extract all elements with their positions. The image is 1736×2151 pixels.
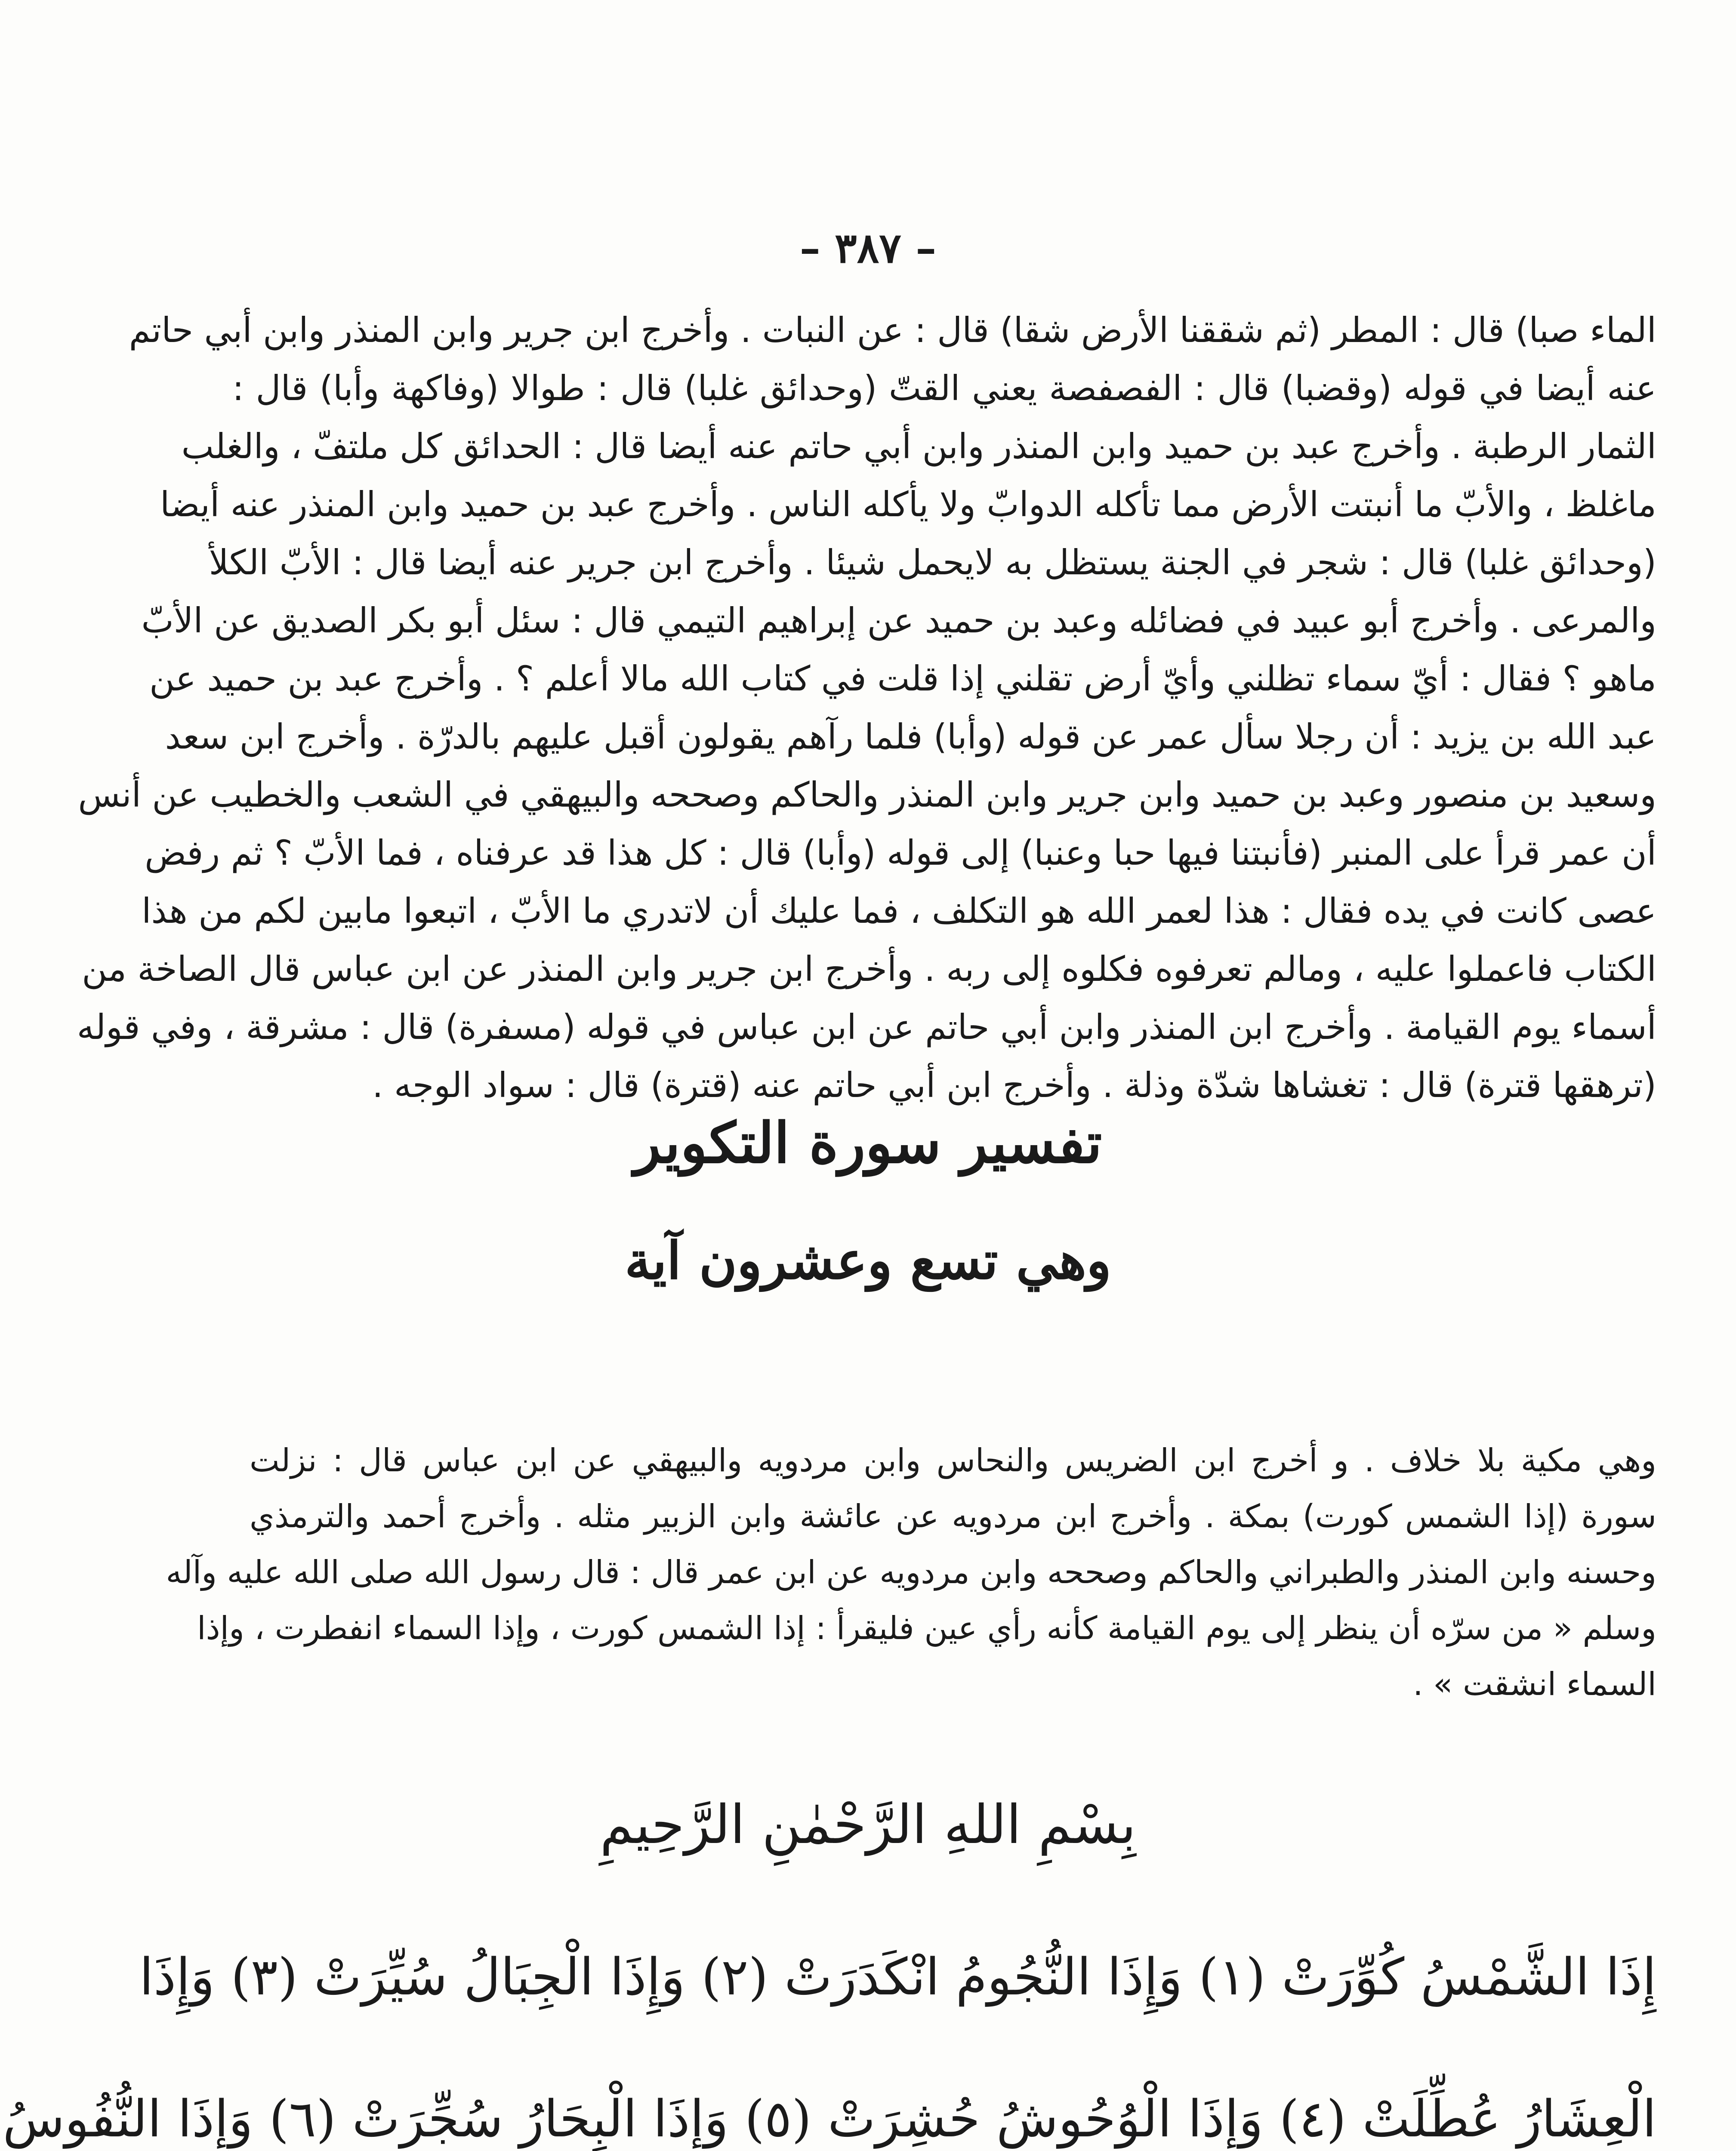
commentary-line: (ترهقها قترة) قال : تغشاها شدّة وذلة . وأخرج ابن أبي حاتم عنه (قترة) قال : سواد الوجه . [372,1065,1656,1105]
commentary-line: عصى كانت في يده فقال : هذا لعمر الله هو التكلف ، فما عليك أن لاتدري ما الأبّ ، اتبعوا مابين لكم من هذا [142,891,1656,931]
commentary-line: الماء صبا) قال : المطر (ثم شققنا الأرض شقا) قال : عن النبات . وأخرج ابن جرير وابن المنذر وابن أبي حاتم [129,310,1656,350]
quran-line: الْعِشَارُ عُطِّلَتْ (٤) وَإِذَا الْوُحُوشُ حُشِرَتْ (٥) وَإِذَا الْبِحَارُ سُجِّرَتْ (٦) وَإِذَا النُّفُوسُ [3,2089,1656,2148]
page-number: – ٣٨٧ – [799,224,937,272]
intro-line: وسلم « من سرّه أن ينظر إلى يوم القيامة كأنه رأي عين فليقرأ : إذا الشمس كورت ، وإذا السماء انفطرت ، وإذا [197,1610,1656,1647]
commentary-line: والمرعى . وأخرج أبو عبيد في فضائله وعبد بن حميد عن إبراهيم التيمي قال : سئل أبو بكر الصديق عن الأبّ [141,601,1656,641]
commentary-line: ماهو ؟ فقال : أيّ سماء تظلني وأيّ أرض تقلني إذا قلت في كتاب الله مالا أعلم ؟ . وأخرج عبد بن حميد عن [149,659,1656,699]
quran-line: إِذَا الشَّمْسُ كُوِّرَتْ (١) وَإِذَا النُّجُومُ انْكَدَرَتْ (٢) وَإِذَا الْجِبَالُ سُيِّرَتْ (٣) وَإِذَا [139,1947,1656,2006]
commentary-paragraph [77,301,1656,1114]
intro-paragraph [166,1433,1656,1712]
quran-verses [3,1906,1656,2151]
commentary-line: وسعيد بن منصور وعبد بن حميد وابن جرير وابن المنذر والحاكم وصححه والبيهقي في الشعب والخطيب عن أنس [78,775,1656,815]
surah-title: تفسير سورة التكوير [634,1110,1102,1176]
intro-line: السماء انشقت » . [1413,1666,1656,1703]
commentary-line: الثمار الرطبة . وأخرج عبد بن حميد وابن المنذر وابن أبي حاتم عنه أيضا قال : الحدائق كل ملتفّ ، والغلب [181,426,1656,466]
basmala: بِسْمِ اللهِ الرَّحْمٰنِ الرَّحِيمِ [600,1794,1136,1856]
verse-count-subtitle: وهي تسع وعشرون آية [625,1230,1111,1291]
commentary-line: الكتاب فاعملوا عليه ، ومالم تعرفوه فكلوه إلى ربه . وأخرج ابن جرير وابن المنذر عن ابن عباس قال الصاخة من [82,949,1656,989]
intro-line: وحسنه وابن المنذر والطبراني والحاكم وصححه وابن مردويه عن ابن عمر قال : قال رسول الله صلى الله عليه وآله [166,1554,1656,1591]
commentary-line: ماغلظ ، والأبّ ما أنبتت الأرض مما تأكله الدوابّ ولا يأكله الناس . وأخرج عبد بن حميد وابن المنذر عنه أيضا [160,484,1656,524]
commentary-line: أن عمر قرأ على المنبر (فأنبتنا فيها حبا وعنبا) إلى قوله (وأبا) قال : كل هذا قد عرفناه ، فما الأبّ ؟ ثم رفض [145,833,1656,873]
intro-line: سورة (إذا الشمس كورت) بمكة . وأخرج ابن مردويه عن عائشة وابن الزبير مثله . وأخرج أحمد والترمذي [250,1498,1656,1535]
commentary-line: أسماء يوم القيامة . وأخرج ابن المنذر وابن أبي حاتم عن ابن عباس في قوله (مسفرة) قال : مشرقة ، وفي قوله [77,1007,1656,1047]
intro-line: وهي مكية بلا خلاف . و أخرج ابن الضريس والنحاس وابن مردويه والبيهقي عن ابن عباس قال : نزلت [250,1442,1656,1479]
commentary-line: (وحدائق غلبا) قال : شجر في الجنة يستظل به لايحمل شيئا . وأخرج ابن جرير عنه أيضا قال : الأبّ الكلأ [209,542,1656,582]
commentary-line: عنه أيضا في قوله (وقضبا) قال : الفصفصة يعني القتّ (وحدائق غلبا) قال : طوالا (وفاكهة وأبا) قال : [232,368,1656,408]
commentary-line: عبد الله بن يزيد : أن رجلا سأل عمر عن قوله (وأبا) فلما رآهم يقولون أقبل عليهم بالدرّة . وأخرج ابن سعد [165,717,1656,757]
